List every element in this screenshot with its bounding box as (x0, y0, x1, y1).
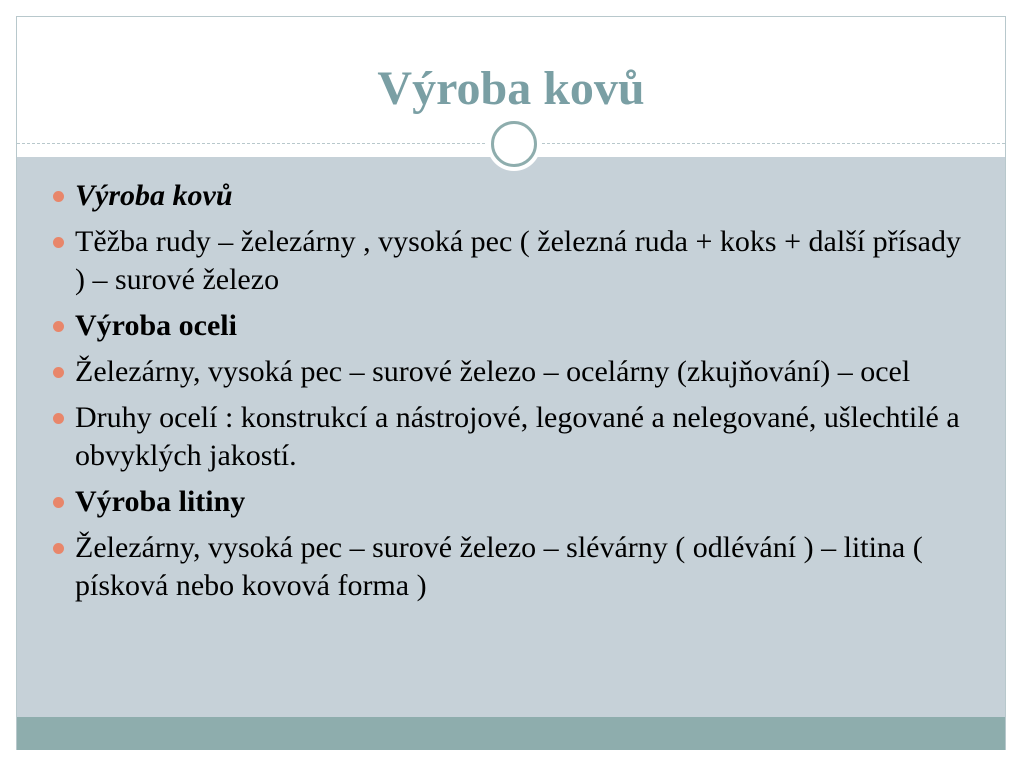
bullet-item-druhy-oceli (47, 399, 977, 475)
bullet-dot-icon (53, 543, 64, 554)
bullet-item-vyroba-litiny (47, 483, 977, 521)
bullet-item-vyroba-oceli (47, 307, 977, 345)
bullet-list (47, 177, 977, 613)
circle-ornament-icon (487, 117, 541, 171)
bullet-item-zelezarny-ocel (47, 353, 977, 391)
bullet-dot-icon (53, 321, 64, 332)
bullet-text: Výroba kovů (75, 179, 233, 212)
bullet-dot-icon (53, 413, 64, 424)
bullet-text: Železárny, vysoká pec – surové železo – ocelárny (zkujňování) – ocel (75, 355, 911, 388)
slide (16, 16, 1006, 750)
bullet-item-vyroba-kovu (47, 177, 977, 215)
slide-title: Výroba kovů (377, 62, 645, 115)
footer-bar (17, 717, 1005, 750)
bullet-dot-icon (53, 367, 64, 378)
bullet-text: Výroba oceli (75, 309, 237, 342)
bullet-text: Železárny, vysoká pec – surové železo – slévárny ( odlévání ) – litina ( písková nebo kovová forma ) (75, 531, 923, 602)
bullet-dot-icon (53, 191, 64, 202)
bullet-dot-icon (53, 497, 64, 508)
ring-icon (491, 121, 537, 167)
bullet-text: Těžba rudy – železárny , vysoká pec ( železná ruda + koks + další přísady ) – surové železo (75, 225, 961, 296)
bullet-dot-icon (53, 237, 64, 248)
bullet-item-tezba-rudy (47, 223, 977, 299)
bullet-item-zelezarny-litina (47, 529, 977, 605)
bullet-text: Druhy ocelí : konstrukcí a nástrojové, legované a nelegované, ušlechtilé a obvyklých jakostí. (75, 401, 960, 472)
bullet-text: Výroba litiny (75, 485, 246, 518)
